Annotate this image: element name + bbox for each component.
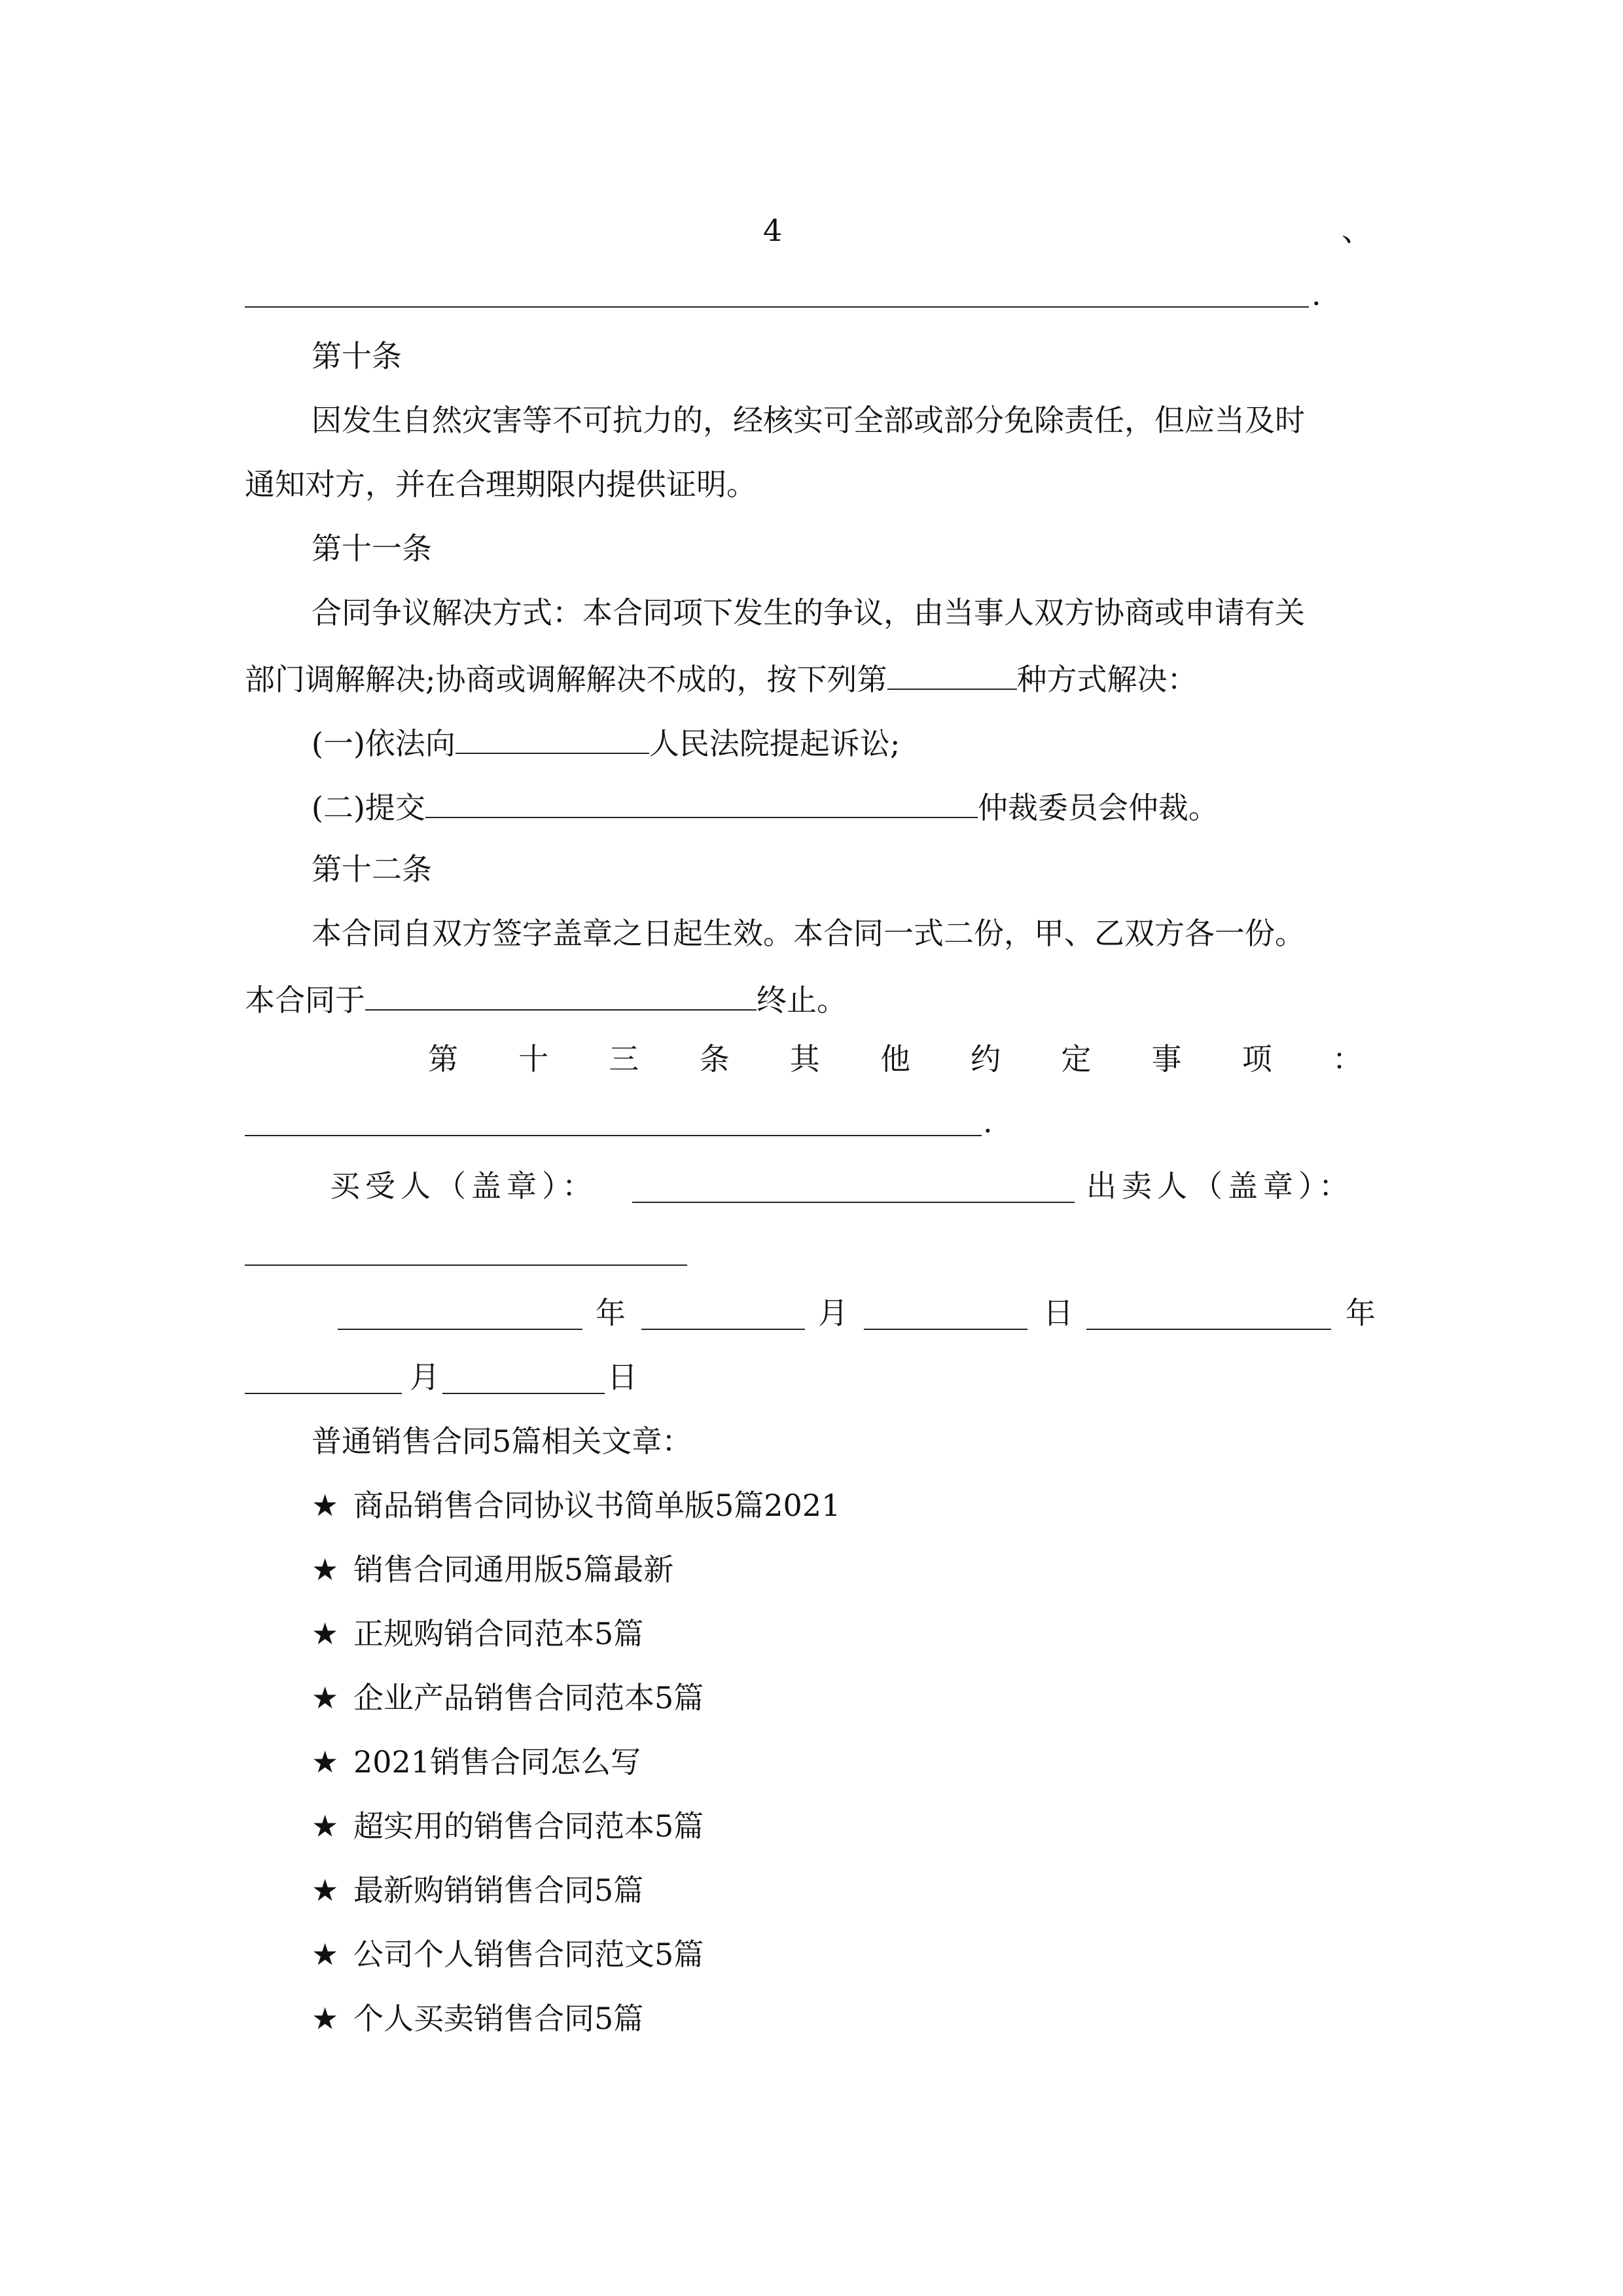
seller-seal-blank[interactable]	[245, 1265, 687, 1266]
art13-char: 事	[1151, 1041, 1182, 1077]
option-court-b: 人民法院提起诉讼;	[649, 726, 901, 761]
buyer-day-blank[interactable]	[864, 1329, 1027, 1330]
related-article-link[interactable]	[312, 1999, 643, 2038]
related-article-link[interactable]	[312, 1550, 673, 1589]
art13-char: 他	[880, 1041, 910, 1077]
enumeration-comma: 、	[1342, 213, 1372, 248]
related-article-label[interactable]: 个人买卖销售合同5篇	[353, 2001, 644, 2036]
article-12-heading: 第十二条	[312, 852, 432, 887]
article-13-heading	[428, 1039, 1363, 1079]
seller-seal-label: 出卖人（盖章）：	[1086, 1168, 1354, 1204]
buyer-month-blank[interactable]	[641, 1329, 805, 1330]
art13-char: 定	[1061, 1041, 1092, 1077]
art13-char: 第	[428, 1041, 458, 1077]
art13-char: 项	[1241, 1041, 1272, 1077]
star-icon: ★	[312, 1616, 339, 1651]
month-label: 月	[410, 1359, 440, 1395]
star-icon: ★	[312, 1488, 339, 1523]
buyer-seal-label: 买受人（盖章）：	[330, 1168, 597, 1204]
related-article-link[interactable]	[312, 1486, 840, 1525]
seller-day-blank[interactable]	[442, 1393, 605, 1394]
buyer-seal-blank[interactable]	[632, 1202, 1075, 1203]
article-10-text-line2: 通知对方，并在合理期限内提供证明。	[245, 467, 757, 502]
art13-char: ：	[1332, 1041, 1363, 1077]
seller-year-blank[interactable]	[1086, 1329, 1331, 1330]
star-icon: ★	[312, 1744, 339, 1780]
day-label: 日	[607, 1359, 637, 1395]
fill-in-number: 4	[763, 213, 783, 248]
article-12-text-line1: 本合同自双方签字盖章之日起生效。本合同一式二份，甲、乙双方各一份。	[312, 916, 1305, 951]
end-dot: .	[1311, 277, 1321, 312]
related-article-label[interactable]: 销售合同通用版5篇最新	[353, 1552, 674, 1587]
article-10-heading: 第十条	[312, 338, 402, 374]
other-matters-blank[interactable]	[245, 1135, 982, 1136]
arbitration-commission-blank[interactable]	[425, 785, 978, 818]
related-article-link[interactable]	[312, 1935, 704, 1974]
article-10-text-line1: 因发生自然灾害等不可抗力的，经核实可全部或部分免除责任，但应当及时	[312, 403, 1305, 438]
option-arbitration-b: 仲裁委员会仲裁。	[977, 790, 1219, 825]
blank-line	[245, 306, 1309, 308]
related-article-link[interactable]	[312, 1614, 643, 1653]
year-label: 年	[596, 1295, 626, 1331]
related-article-link[interactable]	[312, 1742, 641, 1782]
art13-char: 条	[699, 1041, 730, 1077]
related-article-label[interactable]: 企业产品销售合同范本5篇	[353, 1680, 704, 1715]
article-12-text-line2-b: 终止。	[757, 982, 847, 1018]
related-article-link[interactable]	[312, 1871, 643, 1910]
article-11-text-line2-b: 种方式解决：	[1016, 662, 1198, 697]
article-11-text-line2	[245, 657, 1198, 699]
related-article-label[interactable]: 最新购销销售合同5篇	[353, 1873, 644, 1908]
related-article-link[interactable]	[312, 1678, 704, 1717]
month-label: 月	[818, 1295, 848, 1331]
article-11-text-line2-a: 部门调解解决;协商或调解解决不成的，按下列第	[245, 662, 887, 697]
related-article-label[interactable]: 2021销售合同怎么写	[353, 1744, 641, 1780]
star-icon: ★	[312, 1808, 339, 1844]
article-11-text-line1: 合同争议解决方式：本合同项下发生的争议，由当事人双方协商或申请有关	[312, 595, 1305, 630]
star-icon: ★	[312, 1552, 339, 1587]
related-article-label[interactable]: 公司个人销售合同范文5篇	[353, 1937, 704, 1972]
art13-char: 其	[789, 1041, 820, 1077]
star-icon: ★	[312, 2001, 339, 2036]
option-arbitration-a: (二)提交	[312, 790, 425, 825]
related-article-label[interactable]: 商品销售合同协议书简单版5篇2021	[353, 1488, 841, 1523]
day-label: 日	[1043, 1295, 1073, 1331]
art13-char: 三	[609, 1041, 639, 1077]
end-dot: .	[983, 1104, 993, 1139]
article-11-heading: 第十一条	[312, 531, 432, 566]
article-12-text-line2-a: 本合同于	[245, 982, 365, 1018]
related-article-label[interactable]: 超实用的销售合同范本5篇	[353, 1808, 704, 1844]
termination-date-blank[interactable]	[365, 978, 757, 1011]
article-12-text-line2	[245, 978, 847, 1020]
art13-char: 十	[518, 1041, 549, 1077]
option-court	[312, 721, 900, 763]
method-number-blank[interactable]	[887, 657, 1017, 690]
related-article-label[interactable]: 正规购销合同范本5篇	[353, 1616, 644, 1651]
seller-month-blank[interactable]	[245, 1393, 402, 1394]
option-arbitration	[312, 785, 1219, 827]
art13-char: 约	[971, 1041, 1001, 1077]
year-label: 年	[1346, 1295, 1376, 1331]
star-icon: ★	[312, 1873, 339, 1908]
court-name-blank[interactable]	[455, 721, 649, 754]
buyer-year-blank[interactable]	[338, 1329, 582, 1330]
star-icon: ★	[312, 1680, 339, 1715]
star-icon: ★	[312, 1937, 339, 1972]
option-court-a: (一)依法向	[312, 726, 455, 761]
related-article-link[interactable]	[312, 1806, 704, 1846]
related-articles-title: 普通销售合同5篇相关文章：	[312, 1424, 692, 1459]
